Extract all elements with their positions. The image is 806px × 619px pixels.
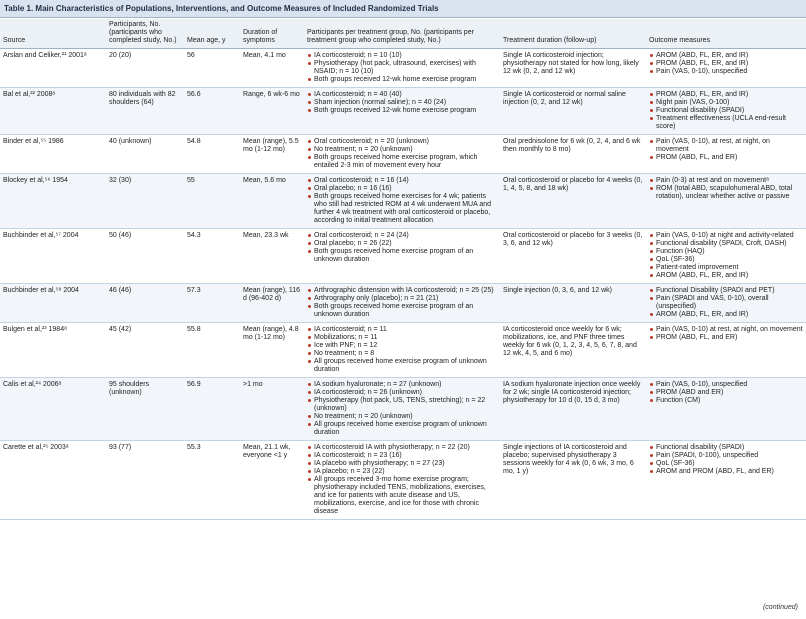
list-item: ROM (total ABD, scapulohumeral ABD, total rotation), unclear whether active or passive xyxy=(649,185,803,201)
list-item: AROM and PROM (ABD, FL, and ER) xyxy=(649,468,803,476)
cell-participants: 80 individuals with 82 shoulders (64) xyxy=(106,88,184,135)
cell-groups xyxy=(304,323,500,378)
cell-participants: 46 (46) xyxy=(106,284,184,323)
list-item: Function (CM) xyxy=(649,397,803,405)
cell-treatment: Oral corticosteroid or placebo for 3 weeks (0, 3, 6, and 12 wk) xyxy=(500,229,646,284)
outcomes-list xyxy=(649,177,803,201)
outcomes-list xyxy=(649,287,803,319)
cell-outcomes xyxy=(646,174,806,229)
col-header-age: Mean age, y xyxy=(184,19,240,49)
list-item: Oral placebo; n = 16 (16) xyxy=(307,185,497,193)
list-item: PROM (ABD and ER) xyxy=(649,389,803,397)
col-header-outcomes: Outcome measures xyxy=(646,19,806,49)
list-item: IA placebo with physiotherapy; n = 27 (23) xyxy=(307,460,497,468)
cell-groups xyxy=(304,229,500,284)
outcomes-list xyxy=(649,444,803,476)
groups-list xyxy=(307,444,497,516)
list-item: All groups received home exercise program of unknown duration xyxy=(307,421,497,437)
list-item: QoL (SF-36) xyxy=(649,460,803,468)
list-item: Pain (VAS, 0-10) at night and activity-related xyxy=(649,232,803,240)
list-item: IA corticosteroid; n = 11 xyxy=(307,326,497,334)
col-header-treatment: Treatment duration (follow-up) xyxy=(500,19,646,49)
table-row xyxy=(0,378,806,441)
cell-duration: Range, 6 wk-6 mo xyxy=(240,88,304,135)
cell-participants: 45 (42) xyxy=(106,323,184,378)
cell-outcomes xyxy=(646,441,806,520)
cell-treatment: Oral prednisolone for 6 wk (0, 2, 4, and 6 wk then monthly to 8 mo) xyxy=(500,135,646,174)
list-item: AROM (ABD, FL, ER, and IR) xyxy=(649,311,803,319)
cell-treatment: Single injections of IA corticosteroid and placebo; supervised physiotherapy 3 sessions weekly for 4 wk (0, 6 wk, 3 mo, 6 mo, 1 y) xyxy=(500,441,646,520)
list-item: Pain (0-3) at rest and on movementᵃ xyxy=(649,177,803,185)
list-item: Pain (SPADI and VAS, 0-10), overall (unspecified) xyxy=(649,295,803,311)
list-item: Both groups received home exercise program of an unknown duration xyxy=(307,303,497,319)
outcomes-list xyxy=(649,232,803,280)
outcomes-list xyxy=(649,52,803,76)
cell-source: Buchbinder et al,⁵⁷ 2004 xyxy=(0,229,106,284)
list-item: All groups received home exercise program of unknown duration xyxy=(307,358,497,374)
list-item: No treatment; n = 20 (unknown) xyxy=(307,146,497,154)
cell-treatment: IA corticosteroid once weekly for 6 wk; mobilizations, ice, and PNF three times weekly for 6 wk (0, 1, 2, 3, 4, 5, 6, 7, 8, and 12 wk, 4, 5, and 6 mo) xyxy=(500,323,646,378)
cell-age: 56 xyxy=(184,49,240,88)
cell-duration: Mean (range), 116 d (96-402 d) xyxy=(240,284,304,323)
list-item: AROM (ABD, FL, ER, and IR) xyxy=(649,272,803,280)
cell-outcomes xyxy=(646,284,806,323)
characteristics-table xyxy=(0,19,806,520)
list-item: QoL (SF-36) xyxy=(649,256,803,264)
groups-list xyxy=(307,138,497,170)
cell-groups xyxy=(304,49,500,88)
col-header-source: Source xyxy=(0,19,106,49)
table-row xyxy=(0,284,806,323)
list-item: Functional disability (SPADI, Croft, DASH) xyxy=(649,240,803,248)
cell-source: Calis et al,²⁴ 2006ᵃ xyxy=(0,378,106,441)
list-item: Arthrographic distension with IA corticosteroid; n = 25 (25) xyxy=(307,287,497,295)
outcomes-list xyxy=(649,326,803,342)
cell-groups xyxy=(304,88,500,135)
list-item: No treatment; n = 8 xyxy=(307,350,497,358)
groups-list xyxy=(307,232,497,264)
list-item: Physiotherapy (hot pack, ultrasound, exercises) with NSAID; n = 10 (10) xyxy=(307,60,497,76)
cell-groups xyxy=(304,135,500,174)
list-item: Both groups received home exercise program of an unknown duration xyxy=(307,248,497,264)
cell-duration: Mean, 21.1 wk, everyone <1 y xyxy=(240,441,304,520)
list-item: Functional disability (SPADI) xyxy=(649,107,803,115)
groups-list xyxy=(307,326,497,374)
cell-source: Bal et al,²² 2008ᵃ xyxy=(0,88,106,135)
cell-treatment: Oral corticosteroid or placebo for 4 weeks (0, 1, 4, 5, 8, and 18 wk) xyxy=(500,174,646,229)
list-item: Oral placebo; n = 26 (22) xyxy=(307,240,497,248)
cell-source: Binder et al,⁵⁵ 1986 xyxy=(0,135,106,174)
cell-age: 57.3 xyxy=(184,284,240,323)
list-item: Physiotherapy (hot pack, US, TENS, stretching); n = 22 (unknown) xyxy=(307,397,497,413)
cell-duration: Mean (range), 4.8 mo (1-12 mo) xyxy=(240,323,304,378)
cell-participants: 95 shoulders (unknown) xyxy=(106,378,184,441)
cell-treatment: Single injection (0, 3, 6, and 12 wk) xyxy=(500,284,646,323)
cell-treatment: Single IA corticosteroid injection; physiotherapy not stated for how long, likely 12 wk (0, 2, and 12 wk) xyxy=(500,49,646,88)
list-item: Both groups received 12-wk home exercise program xyxy=(307,76,497,84)
list-item: Pain (VAS, 0-10), unspecified xyxy=(649,381,803,389)
cell-source: Blockey et al,⁵⁶ 1954 xyxy=(0,174,106,229)
cell-duration: Mean (range), 5.5 mo (1-12 mo) xyxy=(240,135,304,174)
cell-age: 56.6 xyxy=(184,88,240,135)
cell-participants: 50 (46) xyxy=(106,229,184,284)
list-item: Function (HAQ) xyxy=(649,248,803,256)
cell-source: Arslan and Celiker,²¹ 2001ᵃ xyxy=(0,49,106,88)
cell-source: Bulgen et al,²³ 1984ᵃ xyxy=(0,323,106,378)
list-item: PROM (ABD, FL, and ER) xyxy=(649,154,803,162)
cell-participants: 20 (20) xyxy=(106,49,184,88)
list-item: No treatment; n = 20 (unknown) xyxy=(307,413,497,421)
table-row xyxy=(0,441,806,520)
cell-duration: >1 mo xyxy=(240,378,304,441)
cell-source: Carette et al,²⁵ 2003ᵃ xyxy=(0,441,106,520)
cell-duration: Mean, 5.6 mo xyxy=(240,174,304,229)
table-row xyxy=(0,174,806,229)
continued-note: (continued) xyxy=(762,604,798,611)
list-item: Pain (VAS, 0-10) at rest, at night, on movement xyxy=(649,326,803,334)
cell-treatment: Single IA corticosteroid or normal saline injection (0, 2, and 12 wk) xyxy=(500,88,646,135)
cell-age: 55 xyxy=(184,174,240,229)
groups-list xyxy=(307,177,497,225)
cell-duration: Mean, 23.3 wk xyxy=(240,229,304,284)
cell-age: 55.3 xyxy=(184,441,240,520)
list-item: Functional Disability (SPADI and PET) xyxy=(649,287,803,295)
cell-duration: Mean, 4.1 mo xyxy=(240,49,304,88)
cell-participants: 40 (unknown) xyxy=(106,135,184,174)
list-item: AROM (ABD, FL, ER, and IR) xyxy=(649,52,803,60)
groups-list xyxy=(307,91,497,115)
list-item: Oral corticosteroid; n = 20 (unknown) xyxy=(307,138,497,146)
outcomes-list xyxy=(649,138,803,162)
cell-outcomes xyxy=(646,323,806,378)
col-header-groups: Participants per treatment group, No. (participants per treatment group who completed study, No.) xyxy=(304,19,500,49)
list-item: PROM (ABD, FL, and ER) xyxy=(649,334,803,342)
groups-list xyxy=(307,287,497,319)
table-row xyxy=(0,229,806,284)
outcomes-list xyxy=(649,381,803,405)
cell-outcomes xyxy=(646,135,806,174)
groups-list xyxy=(307,381,497,437)
list-item: Both groups received 12-wk home exercise program xyxy=(307,107,497,115)
table-row xyxy=(0,88,806,135)
list-item: IA corticosteroid IA with physiotherapy; n = 22 (20) xyxy=(307,444,497,452)
list-item: PROM (ABD, FL, ER, and IR) xyxy=(649,91,803,99)
cell-treatment: IA sodium hyaluronate injection once weekly for 2 wk; single IA corticosteroid injection; physiotherapy for 10 d (0, 15 d, 3 mo) xyxy=(500,378,646,441)
list-item: Pain (SPADI, 0-100), unspecified xyxy=(649,452,803,460)
col-header-duration: Duration of symptoms xyxy=(240,19,304,49)
list-item: PROM (ABD, FL, ER, and IR) xyxy=(649,60,803,68)
cell-groups xyxy=(304,174,500,229)
list-item: IA corticosteroid; n = 10 (10) xyxy=(307,52,497,60)
list-item: Arthrography only (placebo); n = 21 (21) xyxy=(307,295,497,303)
cell-groups xyxy=(304,378,500,441)
list-item: IA corticosteroid; n = 40 (40) xyxy=(307,91,497,99)
list-item: Sham injection (normal saline); n = 40 (24) xyxy=(307,99,497,107)
table-title: Table 1. Main Characteristics of Populations, Interventions, and Outcome Measures of Included Randomized Trials xyxy=(0,0,806,18)
list-item: Both groups received home exercise program, which entailed 2-3 min of movement every hour xyxy=(307,154,497,170)
list-item: IA corticosteroid; n = 23 (16) xyxy=(307,452,497,460)
list-item: Ice with PNF; n = 12 xyxy=(307,342,497,350)
list-item: Pain (VAS, 0-10), at rest, at night, on movement xyxy=(649,138,803,154)
list-item: IA sodium hyaluronate; n = 27 (unknown) xyxy=(307,381,497,389)
cell-outcomes xyxy=(646,88,806,135)
list-item: Functional disability (SPADI) xyxy=(649,444,803,452)
list-item: Both groups received home exercises for 4 wk; patients who still had restricted ROM at 4 wk underwent MUA and further 4 wk treatment with oral corticosteroid or placebo, according to initial treatment allocation xyxy=(307,193,497,225)
table-row xyxy=(0,49,806,88)
list-item: Night pain (VAS, 0-100) xyxy=(649,99,803,107)
table-body xyxy=(0,49,806,520)
table-row xyxy=(0,323,806,378)
cell-groups xyxy=(304,441,500,520)
cell-outcomes xyxy=(646,378,806,441)
table-row xyxy=(0,135,806,174)
list-item: Oral corticosteroid; n = 24 (24) xyxy=(307,232,497,240)
list-item: Mobilizations; n = 11 xyxy=(307,334,497,342)
cell-outcomes xyxy=(646,229,806,284)
list-item: Treatment effectiveness (UCLA end-result score) xyxy=(649,115,803,131)
cell-age: 56.9 xyxy=(184,378,240,441)
cell-age: 54.8 xyxy=(184,135,240,174)
cell-age: 54.3 xyxy=(184,229,240,284)
cell-participants: 32 (30) xyxy=(106,174,184,229)
list-item: IA placebo; n = 23 (22) xyxy=(307,468,497,476)
list-item: Oral corticosteroid; n = 16 (14) xyxy=(307,177,497,185)
cell-groups xyxy=(304,284,500,323)
list-item: Patient-rated improvement xyxy=(649,264,803,272)
cell-participants: 93 (77) xyxy=(106,441,184,520)
cell-age: 55.8 xyxy=(184,323,240,378)
groups-list xyxy=(307,52,497,84)
cell-source: Buchbinder et al,⁵⁸ 2004 xyxy=(0,284,106,323)
header-row xyxy=(0,19,806,49)
col-header-participants: Participants, No. (participants who completed study, No.) xyxy=(106,19,184,49)
list-item: Pain (VAS, 0-10), unspecified xyxy=(649,68,803,76)
list-item: All groups received 3-mo home exercise program; physiotherapy included TENS, mobilizations, exercises, and ice for patients with acute disease and US, mobilizations, exercise, and ice for those with chronic disease xyxy=(307,476,497,516)
cell-outcomes xyxy=(646,49,806,88)
list-item: IA corticosteroid; n = 26 (unknown) xyxy=(307,389,497,397)
outcomes-list xyxy=(649,91,803,131)
